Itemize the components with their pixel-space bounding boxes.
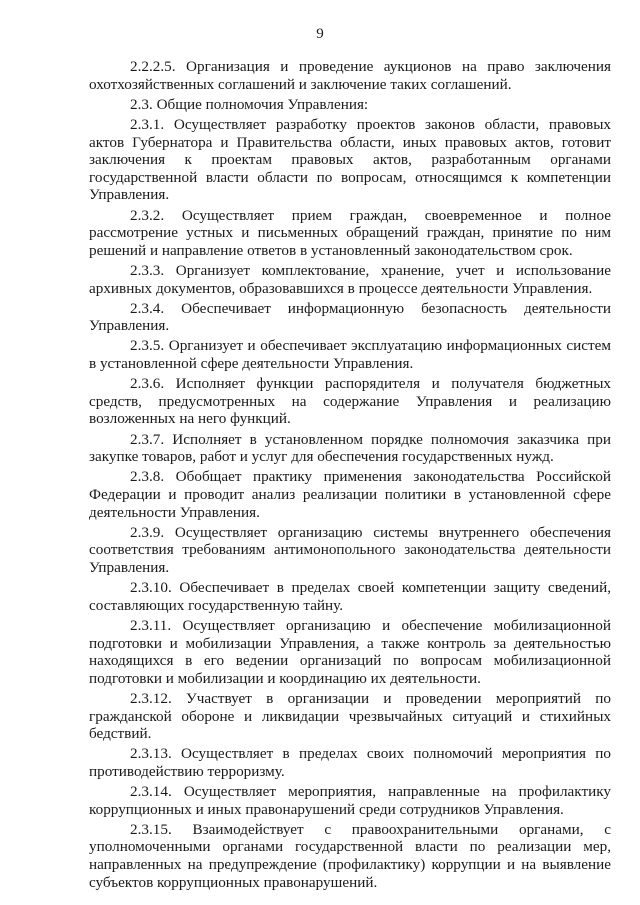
paragraph-2-3-1: 2.3.1. Осуществляет разработку проектов законов области, правовых актов Губернатора и Правительства области, иных правовых актов, готовит заключения к проектам правовых актов, разработанным органами государственной власти области по вопросам, относящимся к компетенции Управления. <box>89 115 611 204</box>
paragraph-2-3-2: 2.3.2. Осуществляет прием граждан, своевременное и полное рассмотрение устных и письменных обращений граждан, принятие по ним решений и направление ответов в установленный законодательством срок. <box>89 206 611 259</box>
paragraph-2-3-10: 2.3.10. Обеспечивает в пределах своей компетенции защиту сведений, составляющих государственную тайну. <box>89 579 611 614</box>
paragraph-2-3-6: 2.3.6. Исполняет функции распорядителя и получателя бюджетных средств, предусмотренных на содержание Управления и реализацию возложенных на него функций. <box>89 375 611 428</box>
paragraph-2-3-11: 2.3.11. Осуществляет организацию и обеспечение мобилизационной подготовки и мобилизации Управления, а также контроль за деятельностью находящихся в его ведении организаций по вопросам мобилизационной подготовки и мобилизации и координацию их деятельности. <box>89 616 611 687</box>
paragraph-2-3-heading: 2.3. Общие полномочия Управления: <box>130 95 369 113</box>
paragraph-2-3-9: 2.3.9. Осуществляет организацию системы внутреннего обеспечения соответствия требованиям антимонопольного законодательства деятельности Управления. <box>89 523 611 576</box>
paragraph-2-3-3: 2.3.3. Организует комплектование, хранение, учет и использование архивных документов, образовавшихся в процессе деятельности Управления. <box>89 261 611 297</box>
paragraph-2-3-4: 2.3.4. Обеспечивает информационную безопасность деятельности Управления. <box>89 299 611 335</box>
paragraph-2-3-12: 2.3.12. Участвует в организации и проведении мероприятий по гражданской обороне и ликвидации чрезвычайных ситуаций и стихийных бедствий. <box>89 689 611 743</box>
document-body <box>89 58 611 894</box>
paragraph-2-3-15: 2.3.15. Взаимодействует с правоохранительными органами, с уполномоченными органами государственной власти по реализации мер, направленных на предупреждение (профилактику) коррупции и на выявление субъектов коррупционных правонарушений. <box>89 820 611 891</box>
paragraph-2-3-8: 2.3.8. Обобщает практику применения законодательства Российской Федерации и проводит анализ реализации политики в установленной сфере деятельности Управления. <box>89 468 611 521</box>
paragraph-2-2-2-5: 2.2.2.5. Организация и проведение аукционов на право заключения охотхозяйственных соглашений и заключение таких соглашений. <box>89 58 611 93</box>
page-number: 9 <box>316 26 324 42</box>
paragraph-2-3-5: 2.3.5. Организует и обеспечивает эксплуатацию информационных систем в установленной сфере деятельности Управления. <box>89 337 611 373</box>
paragraph-2-3-14: 2.3.14. Осуществляет мероприятия, направленные на профилактику коррупционных и иных правонарушений среди сотрудников Управления. <box>89 783 611 818</box>
paragraph-2-3-13: 2.3.13. Осуществляет в пределах своих полномочий мероприятия по противодействию терроризму. <box>89 745 611 780</box>
paragraph-2-3-7: 2.3.7. Исполняет в установленном порядке полномочия заказчика при закупке товаров, работ и услуг для обеспечения государственных нужд. <box>89 430 611 466</box>
